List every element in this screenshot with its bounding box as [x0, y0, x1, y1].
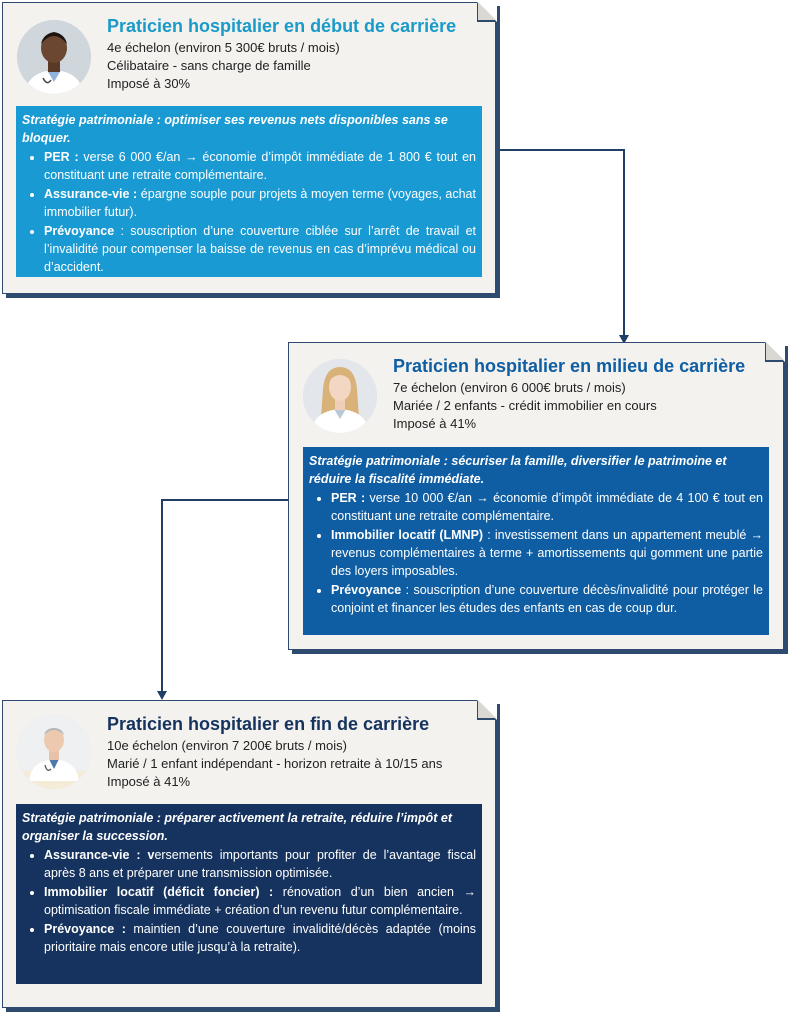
echelon-line: 4e échelon (environ 5 300€ bruts / mois): [107, 40, 340, 55]
strategy-box-late: [16, 804, 482, 984]
strategy-box-mid: [303, 447, 769, 635]
card-header-mid: [393, 355, 745, 433]
doctor-avatar-mid: [303, 359, 377, 433]
card-title: Praticien hospitalier en fin de carrière: [107, 714, 430, 734]
strategy-heading: Stratégie patrimoniale : préparer activement la retraite, réduire l’impôt et organiser la succession.: [22, 811, 452, 843]
list-item: • Prévoyance : souscription d’une couverture ciblée sur l’arrêt de travail et l’invalidité pour compenser la baisse de revenus en cas d’imprévu médical ou d’accident.: [44, 222, 476, 276]
list-item: • Immobilier locatif (déficit foncier) : rénovation d’un bien ancien → optimisation fiscale immédiate + création d’un revenu futur complémentaire.: [44, 883, 476, 919]
strategy-list: [22, 148, 476, 276]
list-item: • PER : verse 6 000 €/an → économie d’impôt immédiate de 1 800 € tout en constituant une retraite complémentaire.: [44, 148, 476, 184]
connector-mid-to-late: [162, 500, 290, 692]
tax-line: Imposé à 41%: [107, 774, 191, 789]
card-header-late: [107, 713, 442, 791]
doctor-avatar-early: [17, 20, 91, 94]
family-line: Marié / 1 enfant indépendant - horizon retraite à 10/15 ans: [107, 756, 443, 771]
folded-corner: [477, 2, 497, 22]
family-line: Célibataire - sans charge de famille: [107, 58, 311, 73]
echelon-line: 10e échelon (environ 7 200€ bruts / mois): [107, 738, 347, 753]
list-item: • Assurance-vie : versements importants pour profiter de l’avantage fiscal après 8 ans et préparer une transmission optimisée.: [44, 846, 476, 882]
echelon-line: 7e échelon (environ 6 000€ bruts / mois): [393, 380, 626, 395]
connector-early-to-mid: [498, 150, 624, 336]
tax-line: Imposé à 30%: [107, 76, 191, 91]
card-title: Praticien hospitalier en milieu de carrière: [393, 356, 746, 376]
folded-corner: [765, 342, 785, 362]
card-early-career: [2, 2, 496, 294]
tax-line: Imposé à 41%: [393, 416, 477, 431]
strategy-box-early: [16, 106, 482, 277]
card-title: Praticien hospitalier en début de carrière: [107, 16, 457, 36]
strategy-heading: Stratégie patrimoniale : optimiser ses revenus nets disponibles sans se bloquer.: [22, 113, 448, 145]
strategy-list: [309, 489, 763, 617]
strategy-heading: Stratégie patrimoniale : sécuriser la famille, diversifier le patrimoine et réduire la fiscalité immédiate.: [309, 454, 727, 486]
strategy-list: [22, 846, 476, 956]
family-line: Mariée / 2 enfants - crédit immobilier en cours: [393, 398, 657, 413]
card-mid-career: [288, 342, 784, 650]
folded-corner: [477, 700, 497, 720]
list-item: • PER : verse 10 000 €/an → économie d’impôt immédiate de 4 100 € tout en constituant une retraite complémentaire.: [331, 489, 763, 525]
list-item: • Immobilier locatif (LMNP) : investissement dans un appartement meublé → revenus complémentaires à terme + amortissements qui gomment une partie des loyers imposables.: [331, 526, 763, 580]
list-item: • Assurance-vie : épargne souple pour projets à moyen terme (voyages, achat immobilier futur).: [44, 185, 476, 221]
doctor-avatar-late: [17, 715, 91, 789]
connector-arrowhead-late: [157, 691, 167, 700]
card-header-early: [107, 15, 456, 93]
card-late-career: [2, 700, 496, 1008]
list-item: • Prévoyance : maintien d’une couverture invalidité/décès adaptée (moins prioritaire mais encore utile jusqu’à la retraite).: [44, 920, 476, 956]
list-item: • Prévoyance : souscription d’une couverture décès/invalidité pour protéger le conjoint et financer les études des enfants en cas de coup dur.: [331, 581, 763, 617]
